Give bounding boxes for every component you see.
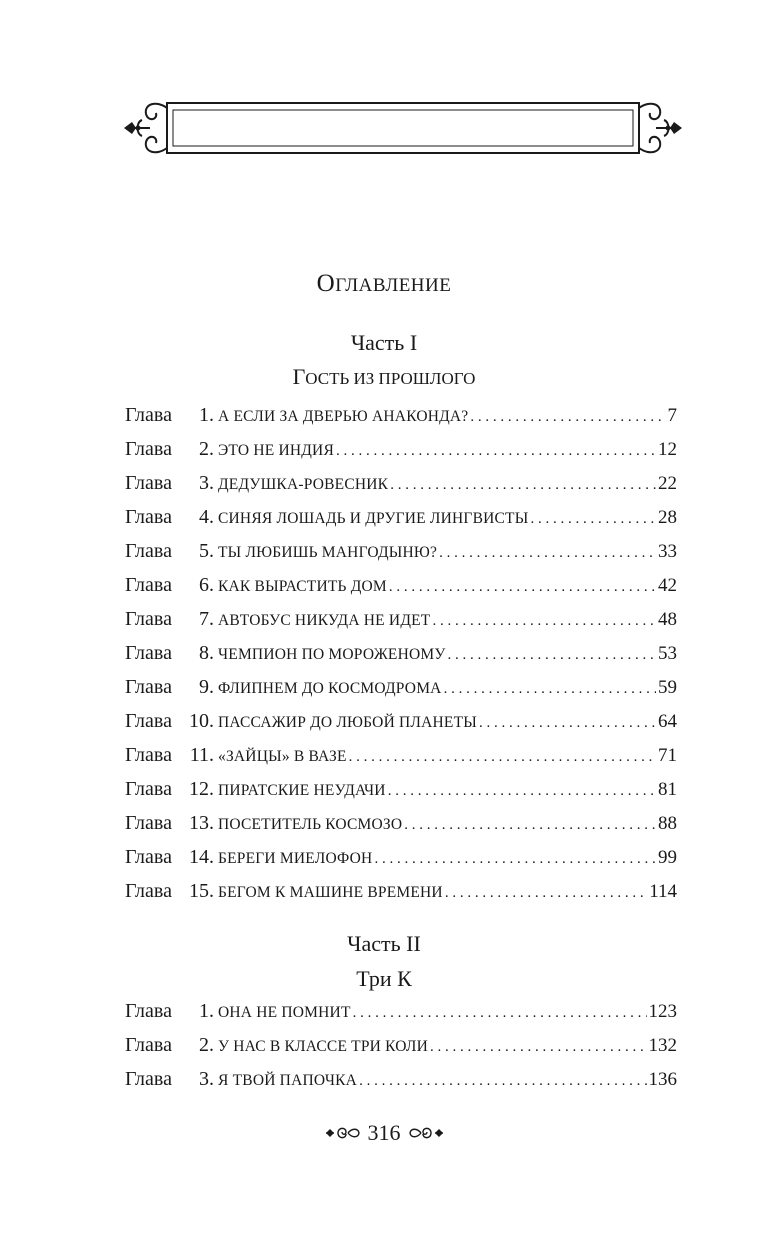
chapter-title: У НАС В КЛАССЕ ТРИ КОЛИ	[218, 1038, 429, 1055]
chapter-page-number: 123	[648, 1001, 677, 1022]
dot-leader	[479, 715, 656, 732]
dot-leader	[445, 885, 647, 902]
chapter-word: Глава	[125, 438, 172, 460]
chapter-word: Глава	[125, 608, 172, 630]
part-label: Часть II	[347, 931, 421, 956]
chapter-page-number: 22	[658, 473, 677, 494]
dot-leader	[432, 613, 656, 630]
dot-leader	[359, 1073, 646, 1090]
page-number: 316	[367, 1120, 401, 1145]
dot-leader	[444, 681, 656, 698]
toc-entry	[125, 1068, 677, 1102]
part-name	[0, 966, 768, 992]
chapter-number-period: .	[209, 710, 214, 732]
dot-leader	[389, 579, 656, 596]
toc-entry	[125, 812, 677, 846]
dot-leader	[336, 443, 656, 460]
chapter-title: А ЕСЛИ ЗА ДВЕРЬЮ АНАКОНДА?	[218, 408, 469, 425]
toc-entry	[125, 472, 677, 506]
chapter-page-number: 132	[648, 1035, 677, 1056]
part-name-rest: ри К	[368, 966, 412, 991]
chapter-title: БЕГОМ К МАШИНЕ ВРЕМЕНИ	[218, 884, 443, 901]
chapter-number: 11	[189, 744, 209, 766]
chapter-number-period: .	[209, 1034, 214, 1056]
toc-entry	[125, 404, 677, 438]
chapter-word: Глава	[125, 404, 172, 426]
dot-leader	[439, 545, 656, 562]
chapter-title: ПОСЕТИТЕЛЬ КОСМОЗО	[218, 816, 403, 833]
chapter-page-number: 114	[649, 881, 677, 902]
chapter-word: Глава	[125, 574, 172, 596]
chapter-word: Глава	[125, 1000, 172, 1022]
page-title	[0, 270, 768, 298]
toc-entry	[125, 540, 677, 574]
chapter-word: Глава	[125, 676, 172, 698]
chapter-word: Глава	[125, 1034, 172, 1056]
chapter-page-number: 42	[658, 575, 677, 596]
chapter-number: 3	[199, 1068, 209, 1090]
chapter-title: ФЛИПНЕМ ДО КОСМОДРОМА	[218, 680, 442, 697]
chapter-number: 10	[189, 710, 209, 732]
chapter-title: ОНА НЕ ПОМНИТ	[218, 1004, 351, 1021]
part-name-rest: ОСТЬ ИЗ ПРОШЛОГО	[305, 369, 476, 388]
chapter-number: 1	[199, 1000, 209, 1022]
chapter-page-number: 99	[658, 847, 677, 868]
dot-leader	[388, 783, 656, 800]
toc-entry	[125, 642, 677, 676]
chapter-number-period: .	[209, 812, 214, 834]
dot-leader	[470, 409, 665, 426]
chapter-page-number: 59	[658, 677, 677, 698]
table-of-contents-part-2	[125, 1000, 677, 1102]
chapter-number-period: .	[209, 642, 214, 664]
chapter-page-number: 71	[658, 745, 677, 766]
chapter-title: ЧЕМПИОН ПО МОРОЖЕНОМУ	[218, 646, 446, 663]
dot-leader	[349, 749, 656, 766]
toc-entry	[125, 506, 677, 540]
chapter-word: Глава	[125, 880, 172, 902]
table-of-contents-part-1	[125, 404, 677, 914]
chapter-word: Глава	[125, 1068, 172, 1090]
chapter-title: ЭТО НЕ ИНДИЯ	[218, 442, 334, 459]
chapter-number-period: .	[209, 880, 214, 902]
chapter-page-number: 33	[658, 541, 677, 562]
chapter-number: 9	[199, 676, 209, 698]
dot-leader	[530, 511, 656, 528]
dot-leader	[430, 1039, 646, 1056]
chapter-number: 12	[189, 778, 209, 800]
chapter-number-period: .	[209, 1068, 214, 1090]
chapter-page-number: 88	[658, 813, 677, 834]
chapter-number-period: .	[209, 608, 214, 630]
title-rest: ГЛАВЛЕНИЕ	[335, 275, 452, 296]
chapter-word: Глава	[125, 472, 172, 494]
toc-entry	[125, 574, 677, 608]
chapter-number-period: .	[209, 404, 214, 426]
toc-entry	[125, 438, 677, 472]
chapter-page-number: 81	[658, 779, 677, 800]
chapter-number: 13	[189, 812, 209, 834]
chapter-number: 8	[199, 642, 209, 664]
chapter-number: 5	[199, 540, 209, 562]
chapter-page-number: 48	[658, 609, 677, 630]
chapter-title: ДЕДУШКА-РОВЕСНИК	[218, 476, 389, 493]
toc-entry	[125, 846, 677, 880]
chapter-number: 7	[199, 608, 209, 630]
title-initial: О	[316, 270, 336, 297]
chapter-number: 1	[199, 404, 209, 426]
chapter-number-period: .	[209, 676, 214, 698]
dot-leader	[448, 647, 656, 664]
chapter-page-number: 64	[658, 711, 677, 732]
part-name	[0, 364, 768, 390]
chapter-number: 14	[189, 846, 209, 868]
chapter-title: ПИРАТСКИЕ НЕУДАЧИ	[218, 782, 386, 799]
chapter-number: 6	[199, 574, 209, 596]
toc-entry	[125, 1034, 677, 1068]
chapter-title: «ЗАЙЦЫ» В ВАЗЕ	[218, 748, 347, 765]
chapter-page-number: 12	[658, 439, 677, 460]
toc-entry	[125, 608, 677, 642]
chapter-page-number: 7	[667, 405, 677, 426]
chapter-word: Глава	[125, 506, 172, 528]
dot-leader	[353, 1005, 647, 1022]
chapter-number-period: .	[209, 472, 214, 494]
chapter-word: Глава	[125, 744, 172, 766]
chapter-page-number: 28	[658, 507, 677, 528]
chapter-word: Глава	[125, 642, 172, 664]
chapter-page-number: 136	[648, 1069, 677, 1090]
chapter-number-period: .	[209, 846, 214, 868]
chapter-number-period: .	[209, 744, 214, 766]
ornamental-header-frame	[120, 96, 686, 160]
dot-leader	[404, 817, 656, 834]
chapter-word: Глава	[125, 540, 172, 562]
toc-entry	[125, 744, 677, 778]
chapter-title: ПАССАЖИР ДО ЛЮБОЙ ПЛАНЕТЫ	[218, 714, 477, 731]
chapter-word: Глава	[125, 710, 172, 732]
page-footer	[0, 1120, 768, 1146]
chapter-title: ТЫ ЛЮБИШЬ МАНГОДЫНЮ?	[218, 544, 438, 561]
chapter-number: 15	[189, 880, 209, 902]
toc-entry	[125, 676, 677, 710]
chapter-number: 3	[199, 472, 209, 494]
toc-entry	[125, 778, 677, 812]
right-ornament-icon	[407, 1124, 445, 1142]
chapter-number-period: .	[209, 506, 214, 528]
chapter-number-period: .	[209, 778, 214, 800]
toc-entry	[125, 1000, 677, 1034]
chapter-number: 2	[199, 438, 209, 460]
chapter-title: Я ТВОЙ ПАПОЧКА	[218, 1072, 358, 1089]
part-label: Часть I	[350, 330, 418, 355]
chapter-number-period: .	[209, 438, 214, 460]
dot-leader	[374, 851, 656, 868]
chapter-title: АВТОБУС НИКУДА НЕ ИДЕТ	[218, 612, 431, 629]
chapter-word: Глава	[125, 778, 172, 800]
chapter-title: БЕРЕГИ МИЕЛОФОН	[218, 850, 373, 867]
chapter-number: 4	[199, 506, 209, 528]
toc-entry	[125, 710, 677, 744]
part-name-initial: Т	[356, 966, 369, 991]
chapter-number-period: .	[209, 574, 214, 596]
chapter-number-period: .	[209, 1000, 214, 1022]
chapter-title: КАК ВЫРАСТИТЬ ДОМ	[218, 578, 387, 595]
chapter-number: 2	[199, 1034, 209, 1056]
chapter-word: Глава	[125, 812, 172, 834]
left-ornament-icon	[324, 1124, 362, 1142]
part-name-initial: Г	[292, 364, 306, 389]
chapter-number-period: .	[209, 540, 214, 562]
dot-leader	[390, 477, 656, 494]
toc-entry	[125, 880, 677, 914]
chapter-title: СИНЯЯ ЛОШАДЬ И ДРУГИЕ ЛИНГВИСТЫ	[218, 510, 529, 527]
chapter-page-number: 53	[658, 643, 677, 664]
chapter-word: Глава	[125, 846, 172, 868]
